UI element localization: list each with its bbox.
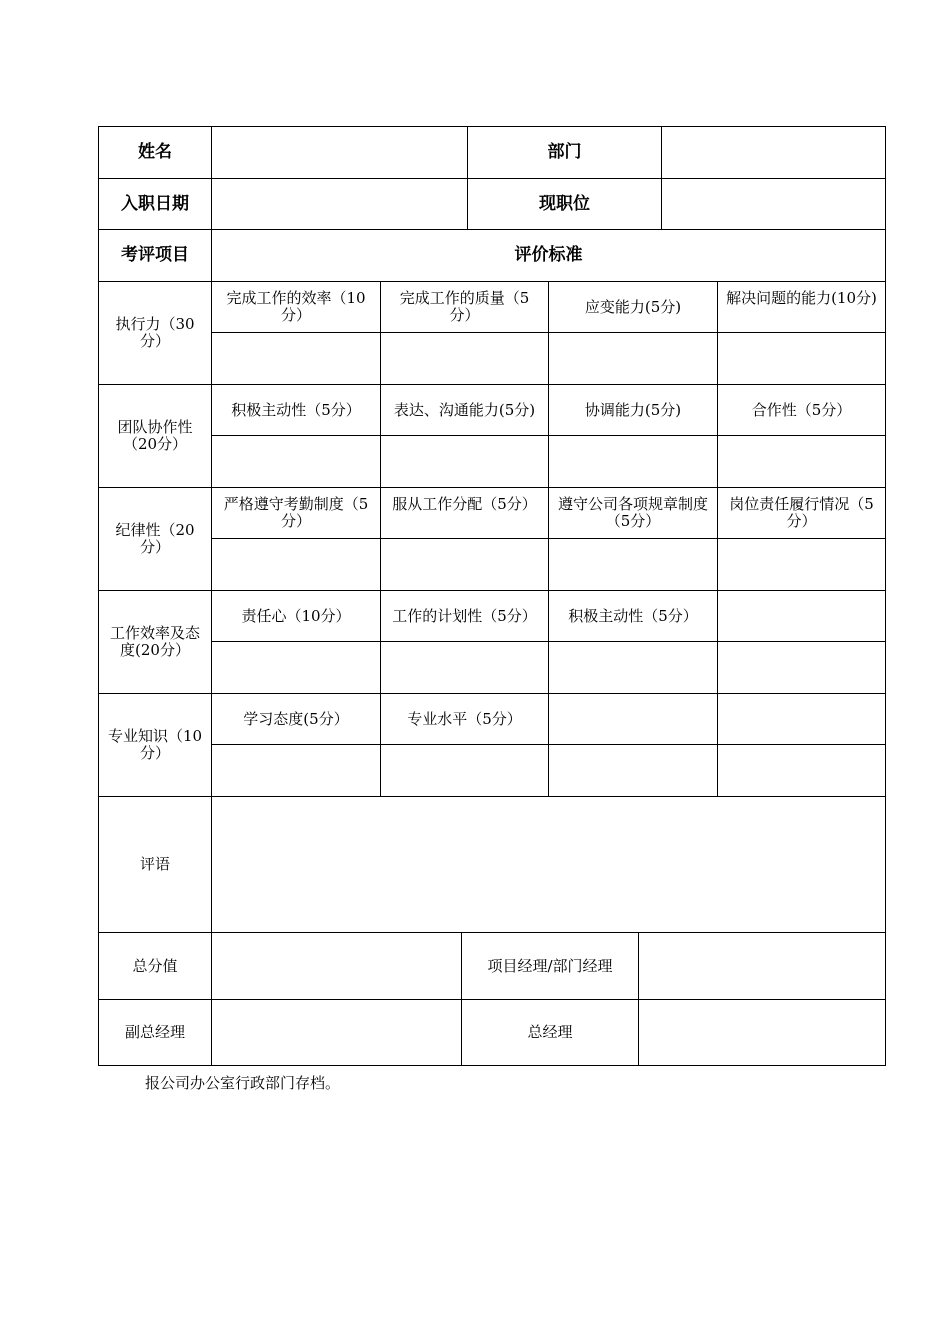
score-field[interactable] bbox=[549, 745, 718, 797]
score-field[interactable] bbox=[381, 539, 549, 591]
evaluation-form-table bbox=[98, 126, 886, 1066]
section-label: 团队协作性（20分） bbox=[99, 385, 212, 488]
score-field[interactable] bbox=[381, 642, 549, 694]
name-field[interactable] bbox=[212, 127, 468, 179]
criterion-label bbox=[718, 694, 885, 745]
criteria-label: 评价标准 bbox=[212, 230, 885, 282]
score-field[interactable] bbox=[212, 436, 381, 488]
position-field[interactable] bbox=[662, 179, 885, 230]
criterion-label: 完成工作的效率（10分） bbox=[212, 282, 381, 333]
score-field[interactable] bbox=[549, 539, 718, 591]
vp-signature-field[interactable] bbox=[212, 1000, 462, 1065]
item-label: 考评项目 bbox=[99, 230, 212, 282]
criterion-label: 专业水平（5分） bbox=[381, 694, 549, 745]
comments-field[interactable] bbox=[212, 797, 885, 933]
criterion-label: 岗位责任履行情况（5分） bbox=[718, 488, 885, 539]
hire-date-field[interactable] bbox=[212, 179, 468, 230]
criterion-label: 服从工作分配（5分） bbox=[381, 488, 549, 539]
dept-field[interactable] bbox=[662, 127, 885, 179]
gm-signature-field[interactable] bbox=[639, 1000, 885, 1065]
criterion-label bbox=[549, 694, 718, 745]
total-label: 总分值 bbox=[99, 933, 212, 1000]
score-field[interactable] bbox=[212, 539, 381, 591]
hire-date-label: 入职日期 bbox=[99, 179, 212, 230]
score-field[interactable] bbox=[381, 745, 549, 797]
criterion-label bbox=[718, 591, 885, 642]
pm-signature-field[interactable] bbox=[639, 933, 885, 1000]
section-label: 工作效率及态度(20分） bbox=[99, 591, 212, 694]
criterion-label: 合作性（5分） bbox=[718, 385, 885, 436]
criterion-label: 责任心（10分） bbox=[212, 591, 381, 642]
gm-label: 总经理 bbox=[462, 1000, 639, 1065]
comments-label: 评语 bbox=[99, 797, 212, 933]
name-label: 姓名 bbox=[99, 127, 212, 179]
criterion-label: 应变能力(5分) bbox=[549, 282, 718, 333]
vp-label: 副总经理 bbox=[99, 1000, 212, 1065]
criterion-label: 遵守公司各项规章制度（5分） bbox=[549, 488, 718, 539]
criterion-label: 学习态度(5分） bbox=[212, 694, 381, 745]
criterion-label: 严格遵守考勤制度（5分） bbox=[212, 488, 381, 539]
score-field[interactable] bbox=[381, 436, 549, 488]
score-field[interactable] bbox=[212, 642, 381, 694]
score-field[interactable] bbox=[212, 745, 381, 797]
position-label: 现职位 bbox=[468, 179, 662, 230]
total-field[interactable] bbox=[212, 933, 462, 1000]
section-label: 纪律性（20分） bbox=[99, 488, 212, 591]
criterion-label: 解决问题的能力(10分) bbox=[718, 282, 885, 333]
pm-label: 项目经理/部门经理 bbox=[462, 933, 639, 1000]
filing-note: 报公司办公室行政部门存档。 bbox=[145, 1074, 341, 1092]
score-field[interactable] bbox=[549, 436, 718, 488]
section-label: 执行力（30分） bbox=[99, 282, 212, 385]
dept-label: 部门 bbox=[468, 127, 662, 179]
criterion-label: 完成工作的质量（5分） bbox=[381, 282, 549, 333]
score-field[interactable] bbox=[718, 642, 885, 694]
score-field[interactable] bbox=[718, 436, 885, 488]
score-field[interactable] bbox=[718, 539, 885, 591]
criterion-label: 协调能力(5分) bbox=[549, 385, 718, 436]
criterion-label: 工作的计划性（5分） bbox=[381, 591, 549, 642]
score-field[interactable] bbox=[549, 333, 718, 385]
criterion-label: 积极主动性（5分） bbox=[212, 385, 381, 436]
score-field[interactable] bbox=[212, 333, 381, 385]
score-field[interactable] bbox=[549, 642, 718, 694]
criterion-label: 表达、沟通能力(5分) bbox=[381, 385, 549, 436]
score-field[interactable] bbox=[718, 333, 885, 385]
criterion-label: 积极主动性（5分） bbox=[549, 591, 718, 642]
score-field[interactable] bbox=[718, 745, 885, 797]
score-field[interactable] bbox=[381, 333, 549, 385]
section-label: 专业知识（10分） bbox=[99, 694, 212, 797]
